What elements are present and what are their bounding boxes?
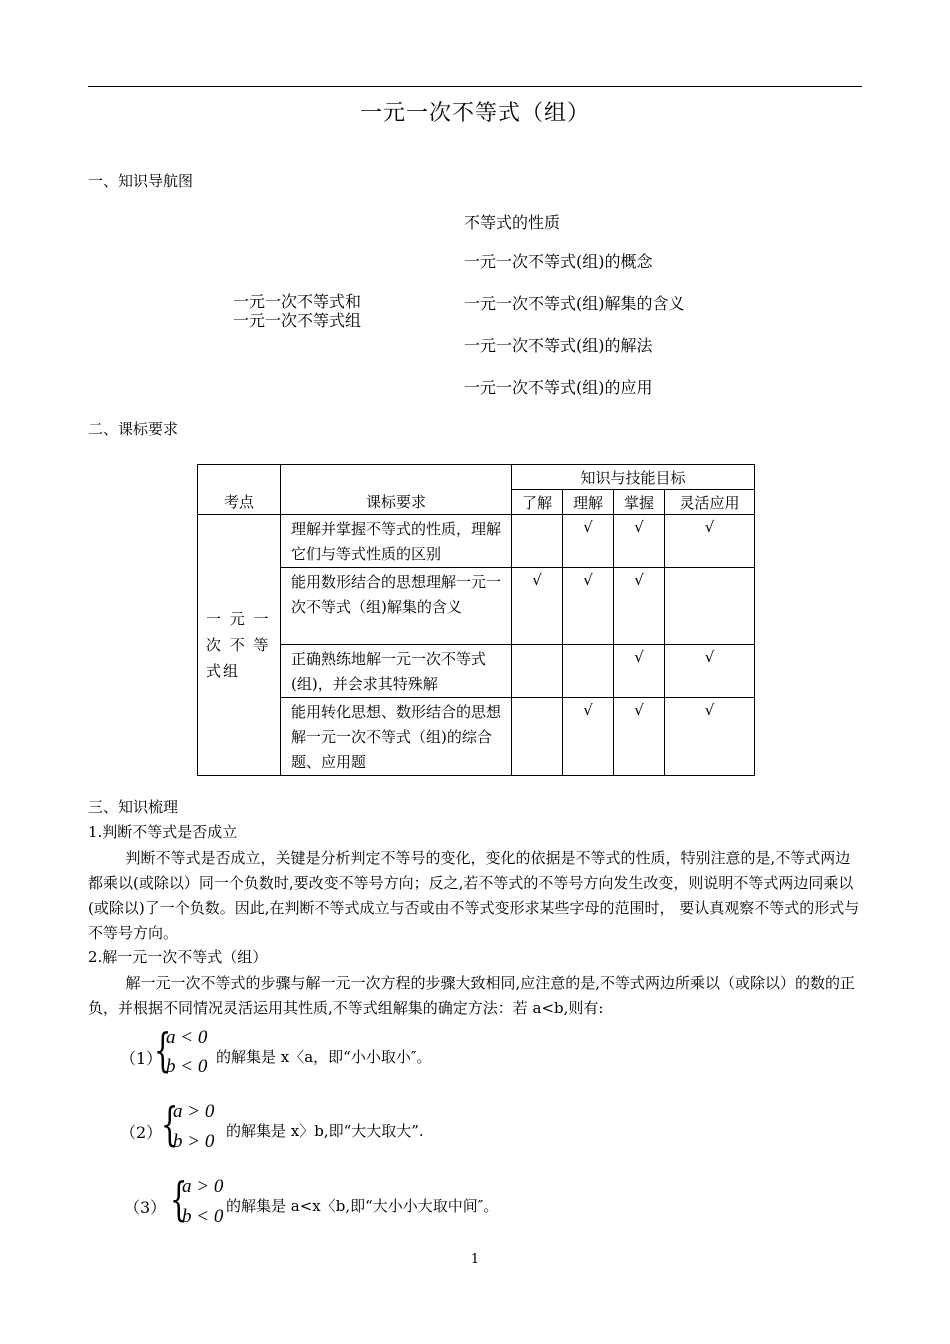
nav-root-line1: 一元一次不等式和 [233,292,362,311]
page-number: 1 [470,1252,480,1267]
header-group: 知识与技能目标 [512,465,755,490]
mark-cell: √ [563,568,614,645]
topic-cell [198,515,281,776]
requirements-table [197,464,755,776]
section-heading-1: 一、知识导航图 [88,172,194,190]
page-title: 一元一次不等式（组） [359,101,590,126]
table-row [281,698,512,776]
header-level: 理解 [563,490,614,515]
req-text: 正确熟练地解一元一次不等式(组)，并会求其特殊解 [291,650,487,693]
nav-branch: 一元一次不等式(组)的应用 [464,378,653,397]
mark-cell: √ [512,568,563,645]
nav-branch: 一元一次不等式(组)解集的含义 [464,294,685,313]
mark-cell: √ [614,568,665,645]
mark-cell: √ [614,645,665,698]
case-label: （3） [124,1198,167,1217]
mark-cell [512,698,563,776]
paragraph-1: 判断不等式是否成立，关键是分析判定不等号的变化，变化的依据是不等式的性质，特别注意的是,不等式两边都乘以(或除以）同一个负数时,要改变不等号方向；反之,若不等式的不等号方向发生改变，则说明不等式两边同乘以(或除以)了一个负数。因此,在判断不等式成立与否或由不等式变形求某些字母的范围时， 要认真观察不等式的形式与不等号方向。 [88,849,860,942]
header-kebiao: 课标要求 [281,465,512,515]
table-row [281,645,512,698]
mark-cell: √ [614,515,665,568]
mark-cell [665,568,755,645]
nav-branch: 不等式的性质 [464,213,561,232]
topic-text: 一 元 一 次 不 等 式组 [206,610,271,680]
inequality-top: a > 0 [182,1176,224,1197]
case-text: 的解集是 x〉b,即“大大取大”. [226,1122,424,1140]
left-brace-icon: { [160,1097,179,1151]
mark-cell [563,645,614,698]
mark-cell: √ [665,698,755,776]
inequality-bottom: b < 0 [182,1206,224,1227]
case-label: （1） [120,1049,163,1068]
table-row [281,568,512,645]
nav-root-line2: 一元一次不等式组 [233,311,362,330]
mark-cell: √ [563,515,614,568]
case-text: 的解集是 a<x〈b,即“大小小大取中间″。 [226,1197,499,1215]
inequality-bottom: b > 0 [173,1131,215,1152]
left-brace-icon: { [153,1023,172,1077]
header-level: 了解 [512,490,563,515]
section-heading-2: 二、课标要求 [88,420,179,438]
header-level: 掌握 [614,490,665,515]
req-text: 理解并掌握不等式的性质，理解它们与等式性质的区别 [291,520,502,563]
subsection-title-1: 1.判断不等式是否成立 [88,823,238,841]
table-row [281,515,512,568]
mark-cell [512,515,563,568]
nav-root [233,292,361,330]
mark-cell: √ [614,698,665,776]
inequality-bottom: b < 0 [166,1056,208,1077]
inequality-top: a > 0 [173,1101,215,1122]
mark-cell: √ [563,698,614,776]
left-brace-icon: { [169,1172,188,1226]
case-text: 的解集是 x〈a，即“小小取小″。 [216,1048,432,1066]
req-text: 能用数形结合的思想理解一元一次不等式（组)解集的含义 [291,573,502,616]
section-heading-3: 三、知识梳理 [88,798,179,816]
mark-cell [512,645,563,698]
nav-branch: 一元一次不等式(组)的解法 [464,336,653,355]
case-label: （2） [120,1123,163,1142]
header-rule [88,86,862,87]
paragraph-2: 解一元一次不等式的步骤与解一元一次方程的步骤大致相同,应注意的是,不等式两边所乘以（或除以）的数的正负，并根据不同情况灵活运用其性质,不等式组解集的确定方法：若 a<b,则有: [88,974,856,1017]
mark-cell: √ [665,515,755,568]
subsection-title-2: 2.解一元一次不等式（组） [88,948,268,966]
header-level: 灵活应用 [665,490,755,515]
nav-branch: 一元一次不等式(组)的概念 [464,252,653,271]
header-kaodian: 考点 [198,465,281,515]
inequality-top: a < 0 [166,1027,208,1048]
mark-cell: √ [665,645,755,698]
req-text: 能用转化思想、数形结合的思想解一元一次不等式（组)的综合题、应用题 [291,703,502,771]
